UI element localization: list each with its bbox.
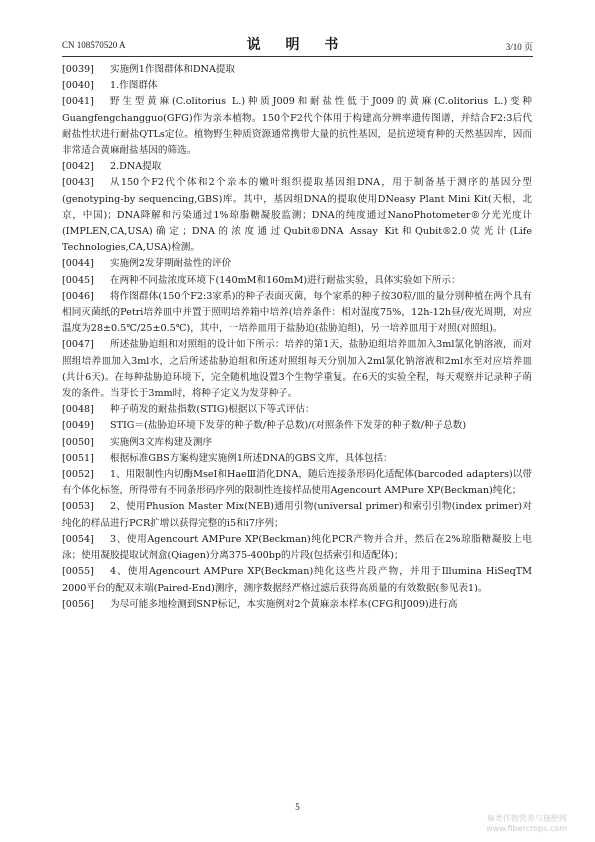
paragraph-text: 在两种不同盐浓度环境下(140mM和160mM)进行耐盐实验，具体实验如下所示： xyxy=(110,274,461,286)
paragraph-text: 种子萌发的耐盐指数(STIG)根据以下等式评估： xyxy=(110,404,315,416)
page-indicator: 3/10 页 xyxy=(505,42,533,52)
paragraph-number: [0050] xyxy=(62,436,94,448)
header-rule xyxy=(62,56,533,57)
paragraph xyxy=(62,451,532,467)
paragraph-text: 实施例1作图群体和DNA提取 xyxy=(110,64,236,75)
paragraph xyxy=(62,175,532,256)
paragraph xyxy=(62,418,532,434)
paragraph xyxy=(62,467,532,499)
paragraph-text: 实施例3文库构建及测序 xyxy=(110,436,213,448)
paragraph-number: [0047] xyxy=(62,339,94,351)
paragraph xyxy=(62,564,532,596)
paragraph-text: 野生型黄麻(C.olitorius L.)种质J009和耐盐性低于J009的黄麻(C.olitorius L.)变种Guangfengchangguo(GFG)作为亲本植物。150个F2代个体用于构建高分辨率遗传图谱，并结合F2:3后代耐盐性状进行耐盐QTLs定位。植物野生种质资源通常携带大量的抗性基因，是抗逆境育种的天然基因库，因而非常适合黄麻耐盐基因的筛选。 xyxy=(62,96,532,157)
paragraph xyxy=(62,273,532,289)
paragraph xyxy=(62,532,532,564)
paragraph-text: 1、用限制性内切酶MseI和HaeⅢ消化DNA，随后连接条形码化适配体(barcoded adapters)以带有个体化标签，所得带有不同条形码序列的限制性连接样品使用Agencourt AMPure XP(Beckman)纯化； xyxy=(62,469,532,497)
paragraph-text: 将作图群体(150个F2:3家系)的种子表面灭菌，每个家系的种子按30粒/皿的量分别种植在两个具有相同灭菌纸的Petri培养皿中并置于照明培养箱中培养(培养条件：相对湿度75%，12h-12h昼/夜光周期，对应温度为28±0.5℃/25±0.5℃)，其中，一培养皿用于盐胁迫(盐胁迫组)，另一培养皿用于对照(对照组)。 xyxy=(62,290,532,335)
paragraph-number: [0056] xyxy=(62,598,94,610)
paragraph-text: 所述盐胁迫组和对照组的设计如下所示：培养的第1天，盐胁迫组培养皿加入3ml氯化钠溶液，而对照组培养皿加入3ml水，之后所述盐胁迫组和所述对照组每天分别加入2ml氯化钠溶液和2ml水至对应培养皿(共计6天)。在每种盐胁迫环境下，完全随机地设置3个生物学重复。在6天的实验全程，每天观察并记录种子萌发的条件。当芽长于3mm时，将种子定义为发芽种子。 xyxy=(62,339,532,400)
watermark-line-2: www.fibercrops.com xyxy=(486,824,567,833)
paragraph-text: 2.DNA提取 xyxy=(110,161,162,173)
patent-number: CN 108570520 A xyxy=(62,40,126,50)
paragraph-number: [0039] xyxy=(62,64,94,75)
paragraph-text: 1.作图群体 xyxy=(110,80,158,92)
paragraph-number: [0051] xyxy=(62,452,94,464)
paragraph xyxy=(62,337,532,402)
watermark xyxy=(486,814,567,834)
paragraph-number: [0042] xyxy=(62,161,94,173)
paragraph xyxy=(62,159,532,175)
document-body xyxy=(62,62,532,613)
paragraph xyxy=(62,402,532,418)
paragraph-text: 根据标准GBS方案构建实施例1所述DNA的GBS文库，具体包括： xyxy=(110,452,393,464)
paragraph-text: 实施例2发芽期耐盐性的评价 xyxy=(110,258,232,270)
paragraph-number: [0049] xyxy=(62,420,94,432)
paragraph-text: 3、使用Agencourt AMPure XP(Beckman)纯化PCR产物并合并，然后在2%琼脂糖凝胶上电泳；使用凝胶提取试剂盒(Qiagen)分离375-400bp的片段(包括索引和适配体)； xyxy=(62,533,532,562)
paragraph-text: STIG＝(盐胁迫环境下发芽的种子数/种子总数)/(对照条件下发芽的种子数/种子总数) xyxy=(110,420,467,432)
paragraph xyxy=(62,94,532,159)
paragraph-number: [0055] xyxy=(62,566,94,578)
paragraph-number: [0041] xyxy=(62,96,94,108)
paragraph-number: [0054] xyxy=(62,533,94,545)
paragraph xyxy=(62,62,532,78)
page-header xyxy=(62,34,533,54)
paragraph xyxy=(62,256,532,272)
paragraph-text: 从150个F2代个体和2个亲本的嫩叶组织提取基因组DNA，用于制备基于测序的基因分型(genotyping-by sequencing,GBS)库。其中，基因组DNA的提取使用DNeasy Plant Mini Kit(天根，北京，中国)；DNA降解和污染通过1%琼脂糖凝胶监测；DNA的纯度通过NanoPhotometer®分光光度计(IMPLEN,CA,USA)确定；DNA的浓度通过Qubit®DNA Assay Kit和Qubit®2.0荧光计(Life Technologies,CA,USA)检测。 xyxy=(62,177,532,254)
paragraph xyxy=(62,289,532,338)
paragraph-number: [0048] xyxy=(62,404,94,416)
paragraph-number: [0044] xyxy=(62,258,94,270)
paragraph-number: [0040] xyxy=(62,80,94,92)
watermark-line-1: 麻类作物营养与施肥网 xyxy=(487,814,567,823)
paragraph xyxy=(62,78,532,94)
paragraph-number: [0046] xyxy=(62,290,94,302)
paragraph-number: [0045] xyxy=(62,274,94,286)
paragraph-text: 为尽可能多地检测到SNP标记，本实施例对2个黄麻亲本样本(CFG和J009)进行高 xyxy=(110,598,458,610)
paragraph-number: [0053] xyxy=(62,501,94,513)
paragraph-number: [0043] xyxy=(62,177,94,189)
document-title: 说 明 书 xyxy=(246,37,349,53)
paragraph xyxy=(62,499,532,531)
paragraph xyxy=(62,435,532,451)
paragraph-number: [0052] xyxy=(62,469,94,481)
paragraph-text: 4、使用Agencourt AMPure XP(Beckman)纯化这些片段产物，并用于Illumina HiSeqTM 2000平台的配双末端(Paired-End)测序，测序数据经严格过滤后获得高质量的有效数据(参见表1)。 xyxy=(62,566,532,594)
page-number: 5 xyxy=(295,802,300,812)
paragraph xyxy=(62,597,532,613)
paragraph-text: 2、使用Phusion Master Mix(NEB)通用引物(universal primer)和索引引物(index primer)对纯化的样品进行PCR扩增以获得完整的i5和i7序列； xyxy=(62,501,532,529)
